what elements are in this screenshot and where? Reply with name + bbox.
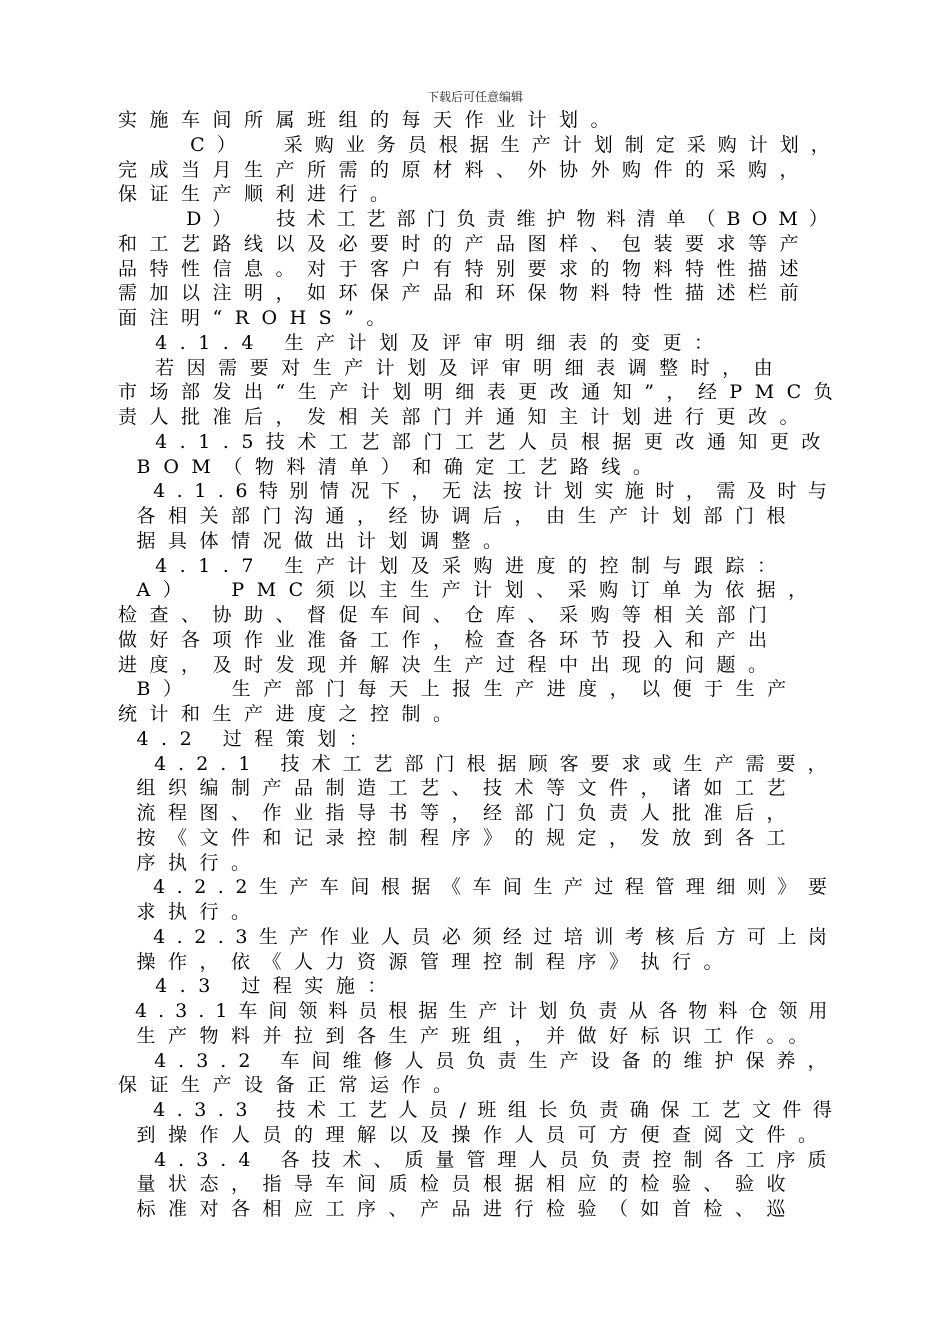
section-heading: 4.1.7 生产计划及采购进度的控制与跟踪： — [118, 554, 789, 577]
section-heading: 4.3 过程实施： — [118, 975, 399, 998]
text-line: 生产物料并拉到各生产班组，并做好标识工作。。 — [118, 1024, 821, 1047]
text-line: 4.2.1 技术工艺部门根据顾客要求或生产需要， — [118, 752, 839, 775]
text-line: 4.2.2生产车间根据《车间生产过程管理细则》要 — [118, 876, 839, 899]
text-line: 4.1.6特别情况下，无法按计划实施时，需及时与 — [118, 480, 839, 503]
text-line: A） PMC须以主生产计划、采购订单为依据， — [118, 579, 820, 602]
text-line: 检查、协助、督促车间、仓库、采购等相关部门 — [118, 604, 780, 626]
text-line: 据具体情况做出计划调整。 — [118, 529, 515, 552]
text-line: BOM（物料清单）和确定工艺路线。 — [118, 455, 665, 478]
text-line: D） 技术工艺部门负责维护物料清单（BOM） — [118, 208, 839, 230]
text-line: 面注明“ROHS”。 — [118, 307, 398, 329]
text-line: C） 采购业务员根据生产计划制定采购计划， — [118, 133, 842, 156]
text-line: 需加以注明，如环保产品和环保物料特性描述栏前 — [118, 282, 812, 305]
text-line: 4.2.3生产作业人员必须经过培训考核后方可上岗 — [118, 925, 839, 948]
download-note: 下载后可任意编辑 — [426, 90, 523, 104]
text-line: 按《文件和记录控制程序》的规定，发放到各工 — [118, 826, 799, 849]
text-line: 实施车间所属班组的每天作业计划。 — [118, 109, 623, 131]
text-line: 4.1.5技术工艺部门工艺人员根据更改通知更改 — [118, 430, 833, 453]
text-line: 流程图、作业指导书等，经部门负责人批准后， — [118, 802, 799, 824]
text-line: B） 生产部门每天上报生产进度，以便于生产 — [118, 678, 799, 701]
text-line: 4.3.2 车间维修人员负责生产设备的维护保养， — [118, 1049, 839, 1072]
text-line: 进度，及时发现并解决生产过程中出现的问题。 — [118, 653, 780, 676]
section-heading: 4.2 过程策划： — [118, 727, 381, 750]
document-body — [118, 108, 848, 1222]
text-line: 责人批准后，发相关部门并通知主计划进行更改。 — [118, 406, 812, 428]
text-line: 保证生产设备正常运作。 — [118, 1074, 465, 1097]
text-line: 统计和生产进度之控制。 — [118, 703, 465, 725]
text-line: 品特性信息。对于客户有特别要求的物料特性描述 — [118, 257, 812, 280]
text-line: 完成当月生产所需的原材料、外协外购件的采购， — [118, 158, 812, 181]
text-line: 保证生产顺利进行。 — [118, 183, 402, 206]
text-line: 各相关部门沟通，经协调后，由生产计划部门根 — [118, 505, 799, 527]
text-line: 到操作人员的理解以及操作人员可方便查阅文件。 — [118, 1123, 830, 1146]
text-line: 4.3.4 各技术、质量管理人员负责控制各工序质 — [118, 1148, 839, 1171]
text-line: 量状态，指导车间质检员根据相应的检验、验收 — [118, 1173, 799, 1196]
text-line: 若因需要对生产计划及评审明细表调整时，由 — [118, 356, 786, 379]
text-line: 和工艺路线以及必要时的产品图样、包装要求等产 — [118, 232, 812, 255]
section-heading: 4.1.4 生产计划及评审明细表的变更： — [118, 331, 726, 354]
text-line: 4.3.1车间领料员根据生产计划负责从各物料仓领用 — [118, 1000, 839, 1022]
text-line: 序执行。 — [118, 851, 263, 874]
text-line: 操作，依《人力资源管理控制程序》执行。 — [118, 950, 736, 973]
text-line: 组织编制产品制造工艺、技术等文件，诸如工艺 — [118, 777, 799, 800]
text-line: 4.3.3 技术工艺人员/班组长负责确保工艺文件得 — [118, 1099, 844, 1121]
text-line: 做好各项作业准备工作，检查各环节投入和产出 — [118, 628, 780, 651]
text-line: 市场部发出“生产计划明细表更改通知”，经PMC负 — [118, 381, 846, 404]
text-line: 标准对各相应工序、产品进行检验（如首检、巡 — [118, 1198, 799, 1220]
text-line: 求执行。 — [118, 901, 263, 923]
